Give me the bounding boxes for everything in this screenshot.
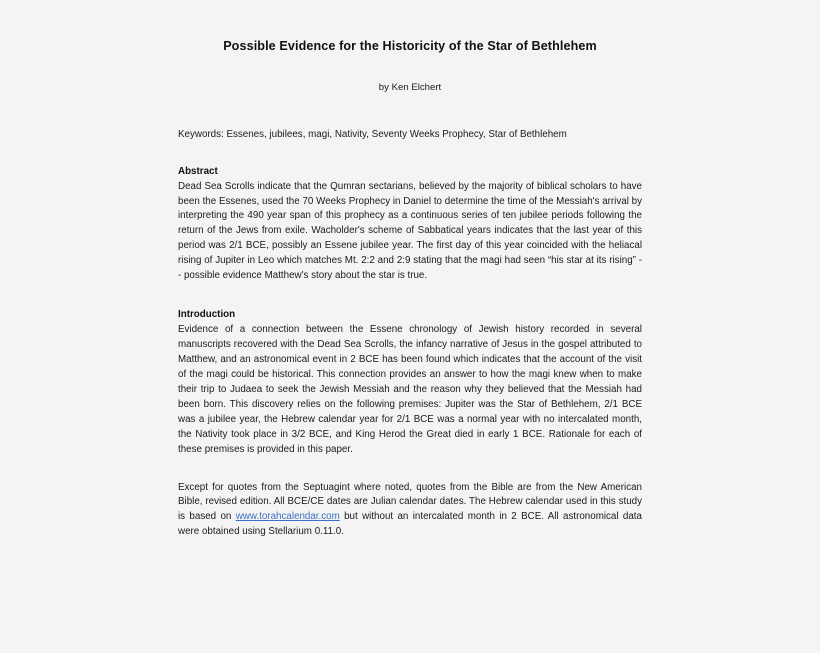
introduction-paragraph: Evidence of a connection between the Essene chronology of Jewish history recorded in several manuscripts recovered with the Dead Sea Scrolls, the infancy narrative of Jesus in the gospel attributed to Matthew, and an astronomical event in 2 BCE has been found which indicates that the account of the visit of the magi could be historical. This connection provides an answer to how the magi knew when to make their trip to Judaea to seek the Jewish Messiah and the reason why they believed that the Messiah had been born. This discovery relies on the following premises: Jupiter was the Star of Bethlehem, 2/1 BCE was a jubilee year, the Hebrew calendar year for 2/1 BCE was a normal year with no intercalated month, the Nativity took place in 3/2 BCE, and King Herod the Great died in early 1 BCE. Rationale for each of these premises is provided in this paper.	[178, 324, 642, 455]
keywords-line: Keywords: Essenes, jubilees, magi, Nativity, Seventy Weeks Prophecy, Star of Bethlehem	[178, 128, 567, 140]
introduction-section	[178, 284, 642, 457]
document-content-column	[178, 0, 642, 540]
notes-text-before-link: Except for quotes from the Septuagint where noted, quotes from the Bible are from the New American Bible, revised edition. All BCE/CE dates are Julian calendar dates. The Hebrew calendar used in this study is based on	[178, 481, 642, 523]
abstract-paragraph: Dead Sea Scrolls indicate that the Qumran sectarians, believed by the majority of biblical scholars to have been the Essenes, used the 70 Weeks Prophecy in Daniel to determine the time of the Messiah's arrival by interpreting the 490 year span of this prophecy as a continuous series of ten jubilee periods following the return of the Jews from exile. Wacholder's scheme of Sabbatical years indicates that the last year of this period was 2/1 BCE, possibly an Essene jubilee year. The first day of this year coincided with the heliacal rising of Jupiter in Leo which matches Mt. 2:2 and 2:9 stating that the magi had seen “his star at its rising” -- possible evidence Matthew's story about the star is true.	[178, 180, 642, 282]
notes-paragraph	[178, 481, 642, 541]
page-title: Possible Evidence for the Historicity of the Star of Bethlehem	[223, 39, 597, 53]
author-byline: by Ken Elchert	[378, 82, 442, 94]
notes-section	[178, 458, 642, 541]
abstract-heading: Abstract	[178, 165, 218, 177]
abstract-section	[178, 143, 642, 284]
introduction-heading: Introduction	[178, 309, 236, 321]
notes-text-after-link: but without an intercalated month in 2 BCE. All astronomical data were obtained using Stellarium 0.11.0.	[178, 511, 642, 538]
torahcalendar-link[interactable]: www.torahcalendar.com	[235, 511, 340, 523]
